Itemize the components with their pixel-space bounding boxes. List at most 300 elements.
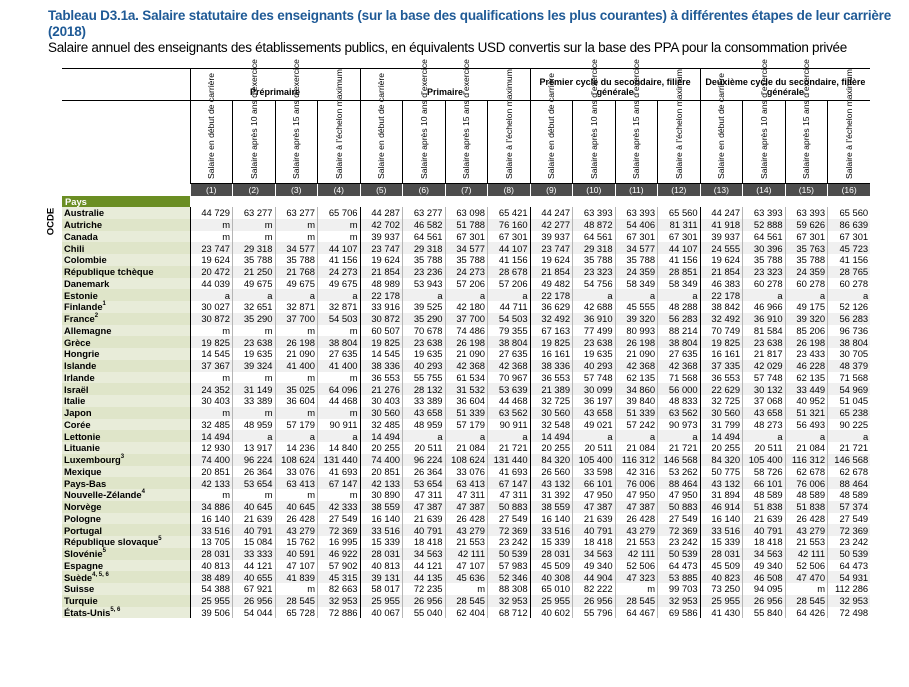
- table-cell: 21 250: [233, 266, 276, 278]
- table-cell: 51 838: [785, 501, 828, 513]
- table-cell: 42 029: [743, 360, 786, 372]
- table-cell: 26 198: [615, 336, 658, 348]
- table-cell: 57 206: [445, 278, 488, 290]
- column-number: (16): [828, 184, 871, 197]
- table-cell: 49 340: [573, 560, 616, 572]
- table-cell: 88 464: [658, 477, 701, 489]
- table-cell: 48 589: [785, 489, 828, 501]
- column-header: [658, 69, 701, 184]
- table-cell: 60 278: [828, 278, 871, 290]
- table-cell: 30 132: [743, 383, 786, 395]
- table-cell: 21 639: [573, 513, 616, 525]
- country-name: République tchèque: [64, 266, 154, 278]
- table-cell: 42 111: [615, 548, 658, 560]
- country-label: [62, 242, 190, 254]
- table-cell: 51 339: [445, 407, 488, 419]
- table-cell: 23 638: [403, 336, 446, 348]
- table-cell: 44 247: [530, 207, 573, 219]
- table-cell: 35 788: [785, 254, 828, 266]
- table-cell: 42 368: [445, 360, 488, 372]
- table-cell: 112 286: [828, 583, 871, 595]
- table-cell: 34 860: [615, 383, 658, 395]
- table-cell: 62 404: [445, 607, 488, 619]
- table-cell: 29 318: [233, 242, 276, 254]
- table-cell: 49 340: [743, 560, 786, 572]
- group-header: Deuxième cycle du secondaire, filière générale: [700, 69, 870, 101]
- table-cell: 47 311: [403, 489, 446, 501]
- table-cell: 48 288: [658, 301, 701, 313]
- table-cell: 33 516: [530, 524, 573, 536]
- table-cell: 57 206: [488, 278, 531, 290]
- table-cell: 45 509: [530, 560, 573, 572]
- table-cell: 37 700: [445, 313, 488, 325]
- column-number: (13): [700, 184, 743, 197]
- table-cell: 35 788: [445, 254, 488, 266]
- column-header-text: Salaire à l’échelon maximum: [503, 69, 514, 179]
- table-cell: 55 755: [403, 372, 446, 384]
- table-cell: 88 214: [658, 325, 701, 337]
- table-cell: 71 568: [828, 372, 871, 384]
- table-row: [62, 571, 870, 583]
- table-cell: 41 430: [700, 607, 743, 619]
- table-cell: a: [573, 430, 616, 442]
- table-cell: a: [828, 430, 871, 442]
- table-cell: 21 084: [785, 442, 828, 454]
- table-cell: 47 311: [488, 489, 531, 501]
- table-cell: 52 346: [488, 571, 531, 583]
- table-cell: 44 107: [488, 242, 531, 254]
- table-cell: 27 549: [828, 513, 871, 525]
- column-header: [828, 69, 871, 184]
- table-cell: m: [233, 231, 276, 243]
- table-cell: 96 224: [233, 454, 276, 466]
- table-cell: 46 922: [318, 548, 361, 560]
- table-cell: 28 545: [615, 595, 658, 607]
- section-row: [62, 196, 870, 207]
- table-cell: 25 955: [530, 595, 573, 607]
- table-cell: m: [318, 489, 361, 501]
- table-cell: 43 279: [275, 524, 318, 536]
- table-cell: 26 560: [530, 466, 573, 478]
- country-label: [62, 560, 190, 572]
- country-label: [62, 536, 190, 548]
- table-cell: 105 400: [743, 454, 786, 466]
- country-name: Turquie: [64, 595, 98, 607]
- country-name: Nouvelle-Zélande: [64, 489, 142, 501]
- table-cell: 40 791: [743, 524, 786, 536]
- table-cell: 84 320: [700, 454, 743, 466]
- table-cell: 16 995: [318, 536, 361, 548]
- table-cell: 40 813: [360, 560, 403, 572]
- table-cell: 35 788: [275, 254, 318, 266]
- table-cell: m: [275, 583, 318, 595]
- table-cell: 43 279: [615, 524, 658, 536]
- table-cell: 74 400: [190, 454, 233, 466]
- table-cell: 54 756: [573, 278, 616, 290]
- table-cell: 49 175: [785, 301, 828, 313]
- country-label: [62, 524, 190, 536]
- table-cell: 39 525: [403, 301, 446, 313]
- table-cell: 41 156: [828, 254, 871, 266]
- table-cell: 27 635: [318, 348, 361, 360]
- table-cell: 16 140: [360, 513, 403, 525]
- table-cell: 23 242: [488, 536, 531, 548]
- table-cell: 32 485: [190, 419, 233, 431]
- column-header: [488, 69, 531, 184]
- column-number: (11): [615, 184, 658, 197]
- table-cell: 51 838: [743, 501, 786, 513]
- table-cell: 24 273: [318, 266, 361, 278]
- country-label: [62, 466, 190, 478]
- column-header-text: Salaire à l’échelon maximum: [844, 69, 855, 179]
- table-cell: 26 428: [615, 513, 658, 525]
- table-cell: m: [275, 489, 318, 501]
- column-header: [360, 72, 403, 184]
- table-cell: m: [190, 372, 233, 384]
- table-cell: 25 955: [190, 595, 233, 607]
- table-cell: 96 736: [828, 325, 871, 337]
- table-cell: 27 549: [658, 513, 701, 525]
- table-cell: 51 339: [615, 407, 658, 419]
- table-cell: m: [318, 372, 361, 384]
- country-label: [62, 325, 190, 337]
- table-cell: 14 494: [700, 430, 743, 442]
- table-cell: a: [573, 289, 616, 301]
- table-cell: 47 311: [445, 489, 488, 501]
- table-cell: 50 883: [488, 501, 531, 513]
- table-cell: 44 468: [488, 395, 531, 407]
- table-cell: 15 339: [700, 536, 743, 548]
- table-cell: 67 147: [318, 477, 361, 489]
- table-cell: 48 959: [403, 419, 446, 431]
- table-cell: 53 654: [403, 477, 446, 489]
- country-label: [62, 289, 190, 301]
- table-cell: 70 749: [700, 325, 743, 337]
- table-cell: 61 534: [445, 372, 488, 384]
- table-cell: 42 111: [785, 548, 828, 560]
- table-cell: 42 702: [360, 219, 403, 231]
- table-cell: 54 044: [233, 607, 276, 619]
- table-cell: 63 393: [573, 207, 616, 219]
- table-row: [62, 442, 870, 454]
- table-cell: 19 635: [403, 348, 446, 360]
- table-cell: m: [318, 231, 361, 243]
- table-cell: 63 413: [275, 477, 318, 489]
- table-cell: 33 516: [700, 524, 743, 536]
- table-cell: a: [615, 430, 658, 442]
- table-row: [62, 348, 870, 360]
- table-cell: 21 084: [445, 442, 488, 454]
- table-cell: 67 921: [233, 583, 276, 595]
- table-cell: 49 675: [318, 278, 361, 290]
- table-cell: 56 000: [658, 383, 701, 395]
- table-cell: 25 955: [360, 595, 403, 607]
- table-cell: 74 486: [445, 325, 488, 337]
- table-cell: 53 943: [403, 278, 446, 290]
- table-cell: 15 762: [275, 536, 318, 548]
- table-cell: 44 468: [318, 395, 361, 407]
- table-cell: 30 560: [700, 407, 743, 419]
- table-row: [62, 536, 870, 548]
- table-cell: 22 178: [700, 289, 743, 301]
- country-label: [62, 219, 190, 231]
- table-cell: m: [190, 407, 233, 419]
- country-name: Pays-Bas: [64, 477, 107, 489]
- table-cell: 30 027: [190, 301, 233, 313]
- table-cell: 42 277: [530, 219, 573, 231]
- table-cell: 31 894: [700, 489, 743, 501]
- table-row: [62, 489, 870, 501]
- column-header-text: Salaire après 15 ans d’exercice: [461, 59, 472, 179]
- table-row: [62, 548, 870, 560]
- table-cell: 90 911: [488, 419, 531, 431]
- table-cell: 76 006: [785, 477, 828, 489]
- country-label: [62, 454, 190, 466]
- country-name: Suisse: [64, 583, 95, 595]
- country-label: [62, 419, 190, 431]
- column-header-text: Salaire en début de carrière: [376, 72, 387, 179]
- table-cell: 62 135: [615, 372, 658, 384]
- table-cell: 20 255: [700, 442, 743, 454]
- table-cell: 33 333: [233, 548, 276, 560]
- country-label: [62, 207, 190, 219]
- group-header: Primaire: [360, 69, 530, 101]
- table-cell: 34 563: [403, 548, 446, 560]
- country-name: Slovénie: [64, 548, 103, 560]
- column-header-text: Salaire après 15 ans d’exercice: [631, 59, 642, 179]
- table-cell: 42 368: [615, 360, 658, 372]
- column-number: (8): [488, 184, 531, 197]
- table-cell: 32 492: [530, 313, 573, 325]
- table-cell: 36 553: [700, 372, 743, 384]
- table-cell: 42 368: [488, 360, 531, 372]
- table-row: [62, 513, 870, 525]
- table-row: [62, 231, 870, 243]
- table-cell: 16 140: [530, 513, 573, 525]
- table-cell: 79 355: [488, 325, 531, 337]
- table-cell: 28 031: [700, 548, 743, 560]
- table-cell: 42 333: [318, 501, 361, 513]
- table-cell: 32 953: [488, 595, 531, 607]
- table-cell: 20 472: [190, 266, 233, 278]
- table-cell: 29 318: [403, 242, 446, 254]
- column-header: [190, 72, 233, 184]
- table-cell: 21 090: [275, 348, 318, 360]
- table-cell: 40 791: [573, 524, 616, 536]
- table-cell: 74 400: [360, 454, 403, 466]
- table-cell: 44 904: [573, 571, 616, 583]
- table-cell: 32 871: [275, 301, 318, 313]
- column-number: (9): [530, 184, 573, 197]
- table-cell: 34 563: [743, 548, 786, 560]
- table-cell: 66 101: [573, 477, 616, 489]
- table-cell: 37 367: [190, 360, 233, 372]
- table-cell: 38 842: [700, 301, 743, 313]
- table-cell: m: [190, 219, 233, 231]
- table-cell: 58 726: [743, 466, 786, 478]
- table-row: [62, 501, 870, 513]
- country-label: [62, 278, 190, 290]
- table-cell: 19 624: [530, 254, 573, 266]
- table-cell: 20 511: [743, 442, 786, 454]
- table-cell: 12 930: [190, 442, 233, 454]
- table-cell: 81 584: [743, 325, 786, 337]
- table-cell: 34 577: [615, 242, 658, 254]
- table-cell: 28 851: [658, 266, 701, 278]
- table-cell: 26 428: [275, 513, 318, 525]
- table-cell: 21 639: [743, 513, 786, 525]
- table-cell: 24 359: [615, 266, 658, 278]
- table-cell: 57 983: [488, 560, 531, 572]
- table-cell: 36 553: [530, 372, 573, 384]
- table-cell: 56 283: [658, 313, 701, 325]
- table-cell: 30 396: [743, 242, 786, 254]
- table-cell: 52 506: [785, 560, 828, 572]
- table-cell: 41 156: [658, 254, 701, 266]
- table-cell: a: [658, 289, 701, 301]
- table-cell: 43 658: [403, 407, 446, 419]
- country-label: [62, 442, 190, 454]
- table-cell: 33 389: [403, 395, 446, 407]
- table-cell: m: [318, 407, 361, 419]
- table-row: [62, 607, 870, 619]
- table-cell: 24 359: [785, 266, 828, 278]
- table-cell: 39 506: [190, 607, 233, 619]
- column-header-text: Salaire après 10 ans d’exercice: [758, 59, 769, 179]
- table-cell: 64 426: [785, 607, 828, 619]
- table-cell: 63 277: [275, 207, 318, 219]
- table-cell: 31 149: [233, 383, 276, 395]
- table-cell: 43 658: [743, 407, 786, 419]
- table-cell: 46 228: [785, 360, 828, 372]
- table-cell: 82 222: [573, 583, 616, 595]
- table-cell: 30 560: [360, 407, 403, 419]
- table-cell: 39 324: [233, 360, 276, 372]
- column-header-text: Salaire en début de carrière: [716, 72, 727, 179]
- table-row: [62, 242, 870, 254]
- table-row: [62, 372, 870, 384]
- table-cell: 40 645: [275, 501, 318, 513]
- table-cell: 38 336: [530, 360, 573, 372]
- table-cell: a: [743, 430, 786, 442]
- table-cell: 72 886: [318, 607, 361, 619]
- table-cell: 42 368: [658, 360, 701, 372]
- country-label: [62, 348, 190, 360]
- table-cell: 62 678: [828, 466, 871, 478]
- table-subtitle: Salaire annuel des enseignants des établissements publics, en équivalents USD convertis sur la base des PPA pour la consommation privée: [48, 40, 847, 55]
- table-cell: 38 559: [530, 501, 573, 513]
- table-cell: 40 293: [573, 360, 616, 372]
- country-name: Canada: [64, 230, 98, 242]
- table-cell: 45 723: [828, 242, 871, 254]
- column-number: (5): [360, 184, 403, 197]
- table-cell: 146 568: [828, 454, 871, 466]
- column-number: (4): [318, 184, 361, 197]
- country-name: Japon: [64, 407, 92, 419]
- table-cell: 85 206: [785, 325, 828, 337]
- column-number: (2): [233, 184, 276, 197]
- country-label: [62, 395, 190, 407]
- table-cell: 96 224: [403, 454, 446, 466]
- table-cell: 54 969: [828, 383, 871, 395]
- table-cell: 31 532: [445, 383, 488, 395]
- column-number: (12): [658, 184, 701, 197]
- table-cell: 23 433: [785, 348, 828, 360]
- table-cell: a: [743, 289, 786, 301]
- table-cell: 64 467: [615, 607, 658, 619]
- table-cell: 38 804: [828, 336, 871, 348]
- table-cell: 38 559: [360, 501, 403, 513]
- table-row: [62, 301, 870, 313]
- table-cell: 21 854: [700, 266, 743, 278]
- table-cell: 67 301: [615, 231, 658, 243]
- table-cell: 35 788: [615, 254, 658, 266]
- table-row: [62, 524, 870, 536]
- table-cell: 20 851: [190, 466, 233, 478]
- table-cell: 20 255: [360, 442, 403, 454]
- table-cell: 24 273: [445, 266, 488, 278]
- table-cell: 20 255: [530, 442, 573, 454]
- table-cell: m: [190, 489, 233, 501]
- table-cell: 47 950: [658, 489, 701, 501]
- column-header-text: Salaire après 10 ans d’exercice: [248, 59, 259, 179]
- table-row: [62, 360, 870, 372]
- table-cell: 27 635: [488, 348, 531, 360]
- table-cell: 51 788: [445, 219, 488, 231]
- column-header-text: Salaire après 10 ans d’exercice: [418, 59, 429, 179]
- table-cell: 47 107: [275, 560, 318, 572]
- table-cell: 28 031: [190, 548, 233, 560]
- column-header-text: Salaire après 10 ans d’exercice: [588, 59, 599, 179]
- table-cell: 60 507: [360, 325, 403, 337]
- country-label: [62, 513, 190, 525]
- table-cell: 22 178: [360, 289, 403, 301]
- table-cell: 26 198: [785, 336, 828, 348]
- table-cell: 64 561: [573, 231, 616, 243]
- table-cell: 49 482: [530, 278, 573, 290]
- table-cell: 50 883: [658, 501, 701, 513]
- table-cell: 26 428: [445, 513, 488, 525]
- table-cell: 45 509: [700, 560, 743, 572]
- country-label: [62, 254, 190, 266]
- country-label: [62, 336, 190, 348]
- table-cell: 26 364: [403, 466, 446, 478]
- table-cell: 40 813: [190, 560, 233, 572]
- table-cell: 32 725: [530, 395, 573, 407]
- column-header-blank: [62, 101, 190, 184]
- table-cell: 31 799: [700, 419, 743, 431]
- table-cell: a: [275, 289, 318, 301]
- table-cell: 32 725: [700, 395, 743, 407]
- table-cell: 27 549: [318, 513, 361, 525]
- table-row: [62, 254, 870, 266]
- country-name: Autriche: [64, 219, 103, 231]
- table-cell: 32 651: [233, 301, 276, 313]
- table-cell: 48 589: [743, 489, 786, 501]
- table-cell: 88 308: [488, 583, 531, 595]
- table-cell: 21 084: [615, 442, 658, 454]
- table-cell: 50 539: [828, 548, 871, 560]
- table-cell: 31 392: [530, 489, 573, 501]
- table-cell: 44 039: [190, 278, 233, 290]
- table-cell: 30 560: [530, 407, 573, 419]
- table-cell: 44 287: [360, 207, 403, 219]
- table-cell: 24 352: [190, 383, 233, 395]
- column-header-text: Salaire à l’échelon maximum: [333, 69, 344, 179]
- table-cell: 26 364: [233, 466, 276, 478]
- table-cell: m: [275, 219, 318, 231]
- table-cell: 38 804: [318, 336, 361, 348]
